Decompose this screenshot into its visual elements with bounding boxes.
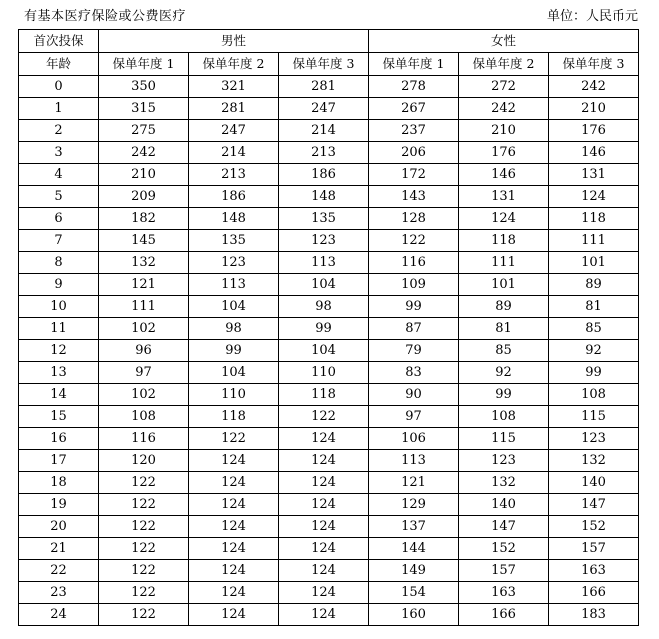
age-cell: 21 [19,538,99,560]
premium-cell: 278 [369,76,459,98]
premium-cell: 124 [549,186,639,208]
premium-cell: 122 [189,428,279,450]
premium-cell: 124 [279,472,369,494]
premium-cell: 124 [279,560,369,582]
table-caption [24,7,638,27]
premium-cell: 97 [99,362,189,384]
premium-cell: 214 [279,120,369,142]
premium-cell: 137 [369,516,459,538]
table-row [19,120,639,142]
age-cell: 18 [19,472,99,494]
table-row [19,472,639,494]
premium-cell: 99 [459,384,549,406]
premium-cell: 152 [549,516,639,538]
premium-cell: 135 [279,208,369,230]
premium-cell: 90 [369,384,459,406]
premium-cell: 122 [99,560,189,582]
age-cell: 0 [19,76,99,98]
premium-cell: 122 [279,406,369,428]
premium-cell: 160 [369,604,459,626]
premium-cell: 135 [189,230,279,252]
premium-cell: 157 [549,538,639,560]
age-cell: 15 [19,406,99,428]
premium-cell: 92 [549,340,639,362]
premium-rate-table [18,29,639,626]
premium-cell: 147 [459,516,549,538]
premium-cell: 118 [459,230,549,252]
premium-cell: 186 [279,164,369,186]
age-cell: 5 [19,186,99,208]
policy-year-header: 保单年度 1 [99,53,189,76]
premium-cell: 242 [459,98,549,120]
age-cell: 14 [19,384,99,406]
table-row [19,186,639,208]
header-row-genders [19,30,639,53]
premium-cell: 124 [459,208,549,230]
age-cell: 4 [19,164,99,186]
premium-cell: 154 [369,582,459,604]
premium-cell: 120 [99,450,189,472]
age-header-line2: 年龄 [19,53,99,76]
premium-cell: 242 [99,142,189,164]
premium-cell: 132 [549,450,639,472]
table-row [19,582,639,604]
premium-cell: 81 [459,318,549,340]
age-cell: 9 [19,274,99,296]
premium-cell: 350 [99,76,189,98]
premium-cell: 321 [189,76,279,98]
premium-cell: 106 [369,428,459,450]
premium-cell: 111 [99,296,189,318]
premium-cell: 132 [459,472,549,494]
age-cell: 10 [19,296,99,318]
premium-cell: 124 [279,582,369,604]
premium-cell: 81 [549,296,639,318]
premium-cell: 102 [99,384,189,406]
premium-cell: 147 [549,494,639,516]
premium-cell: 247 [279,98,369,120]
premium-cell: 110 [189,384,279,406]
table-row [19,208,639,230]
table-row [19,164,639,186]
premium-cell: 96 [99,340,189,362]
premium-cell: 157 [459,560,549,582]
premium-cell: 124 [279,494,369,516]
premium-cell: 123 [279,230,369,252]
premium-cell: 104 [279,340,369,362]
premium-cell: 132 [99,252,189,274]
premium-cell: 99 [549,362,639,384]
table-row [19,516,639,538]
premium-cell: 131 [549,164,639,186]
premium-cell: 113 [279,252,369,274]
age-cell: 1 [19,98,99,120]
premium-cell: 97 [369,406,459,428]
premium-cell: 146 [459,164,549,186]
premium-cell: 104 [279,274,369,296]
premium-cell: 124 [189,516,279,538]
table-row [19,362,639,384]
table-row [19,274,639,296]
premium-cell: 83 [369,362,459,384]
rate-table-body [19,76,639,626]
premium-cell: 85 [459,340,549,362]
age-cell: 19 [19,494,99,516]
premium-cell: 172 [369,164,459,186]
age-cell: 11 [19,318,99,340]
policy-year-header: 保单年度 2 [189,53,279,76]
policy-year-header: 保单年度 3 [279,53,369,76]
premium-cell: 124 [189,582,279,604]
premium-cell: 124 [189,560,279,582]
premium-cell: 275 [99,120,189,142]
premium-cell: 163 [549,560,639,582]
age-cell: 2 [19,120,99,142]
table-row [19,384,639,406]
age-cell: 6 [19,208,99,230]
premium-cell: 124 [279,538,369,560]
age-cell: 8 [19,252,99,274]
premium-cell: 116 [369,252,459,274]
age-cell: 17 [19,450,99,472]
table-row [19,142,639,164]
premium-cell: 183 [549,604,639,626]
table-row [19,76,639,98]
age-cell: 20 [19,516,99,538]
premium-cell: 166 [459,604,549,626]
age-cell: 12 [19,340,99,362]
premium-cell: 237 [369,120,459,142]
premium-cell: 104 [189,362,279,384]
premium-cell: 108 [459,406,549,428]
age-cell: 24 [19,604,99,626]
premium-cell: 124 [279,516,369,538]
table-row [19,98,639,120]
premium-cell: 131 [459,186,549,208]
premium-cell: 122 [99,582,189,604]
premium-cell: 101 [549,252,639,274]
premium-cell: 122 [99,538,189,560]
table-row [19,296,639,318]
premium-cell: 98 [279,296,369,318]
premium-cell: 113 [369,450,459,472]
table-row [19,604,639,626]
table-row [19,406,639,428]
premium-cell: 115 [459,428,549,450]
premium-cell: 108 [549,384,639,406]
premium-cell: 98 [189,318,279,340]
premium-cell: 111 [459,252,549,274]
premium-cell: 210 [549,98,639,120]
premium-cell: 79 [369,340,459,362]
premium-cell: 176 [549,120,639,142]
premium-cell: 281 [279,76,369,98]
premium-cell: 122 [99,494,189,516]
premium-cell: 116 [99,428,189,450]
premium-cell: 104 [189,296,279,318]
premium-cell: 214 [189,142,279,164]
premium-cell: 118 [549,208,639,230]
coverage-type-label: 有基本医疗保险或公费医疗 [24,9,187,24]
age-cell: 3 [19,142,99,164]
premium-cell: 213 [189,164,279,186]
premium-cell: 247 [189,120,279,142]
table-row [19,318,639,340]
age-cell: 23 [19,582,99,604]
premium-cell: 113 [189,274,279,296]
premium-cell: 128 [369,208,459,230]
premium-cell: 89 [549,274,639,296]
premium-cell: 122 [99,604,189,626]
premium-cell: 92 [459,362,549,384]
premium-cell: 206 [369,142,459,164]
premium-cell: 148 [279,186,369,208]
premium-cell: 166 [549,582,639,604]
premium-cell: 123 [549,428,639,450]
table-row [19,252,639,274]
premium-cell: 122 [369,230,459,252]
age-header-line1: 首次投保 [19,30,99,53]
premium-cell: 144 [369,538,459,560]
premium-cell: 281 [189,98,279,120]
premium-cell: 152 [459,538,549,560]
premium-cell: 145 [99,230,189,252]
premium-cell: 148 [189,208,279,230]
premium-cell: 124 [189,538,279,560]
premium-cell: 108 [99,406,189,428]
premium-cell: 272 [459,76,549,98]
premium-cell: 315 [99,98,189,120]
premium-cell: 143 [369,186,459,208]
premium-cell: 118 [279,384,369,406]
age-cell: 22 [19,560,99,582]
premium-cell: 140 [549,472,639,494]
premium-cell: 99 [189,340,279,362]
premium-cell: 109 [369,274,459,296]
currency-unit-label: 单位：人民币元 [546,9,638,24]
premium-cell: 267 [369,98,459,120]
female-header: 女性 [369,30,639,53]
premium-cell: 210 [99,164,189,186]
premium-cell: 111 [549,230,639,252]
premium-cell: 102 [99,318,189,340]
policy-year-header: 保单年度 2 [459,53,549,76]
premium-cell: 124 [279,450,369,472]
age-cell: 13 [19,362,99,384]
premium-cell: 99 [369,296,459,318]
premium-cell: 122 [99,516,189,538]
premium-cell: 146 [549,142,639,164]
table-row [19,428,639,450]
premium-cell: 210 [459,120,549,142]
premium-cell: 124 [189,450,279,472]
premium-cell: 176 [459,142,549,164]
premium-cell: 123 [189,252,279,274]
premium-cell: 85 [549,318,639,340]
premium-cell: 124 [189,494,279,516]
table-row [19,560,639,582]
premium-cell: 124 [189,472,279,494]
premium-cell: 124 [279,604,369,626]
premium-cell: 122 [99,472,189,494]
premium-cell: 163 [459,582,549,604]
policy-year-header: 保单年度 3 [549,53,639,76]
premium-cell: 115 [549,406,639,428]
premium-cell: 149 [369,560,459,582]
premium-cell: 87 [369,318,459,340]
premium-cell: 121 [369,472,459,494]
premium-cell: 242 [549,76,639,98]
table-row [19,450,639,472]
header-row-years [19,53,639,76]
premium-cell: 110 [279,362,369,384]
premium-cell: 186 [189,186,279,208]
premium-cell: 89 [459,296,549,318]
premium-cell: 213 [279,142,369,164]
policy-year-header: 保单年度 1 [369,53,459,76]
premium-cell: 124 [189,604,279,626]
table-row [19,538,639,560]
age-cell: 16 [19,428,99,450]
age-cell: 7 [19,230,99,252]
premium-cell: 182 [99,208,189,230]
premium-cell: 140 [459,494,549,516]
table-row [19,230,639,252]
premium-cell: 209 [99,186,189,208]
premium-cell: 118 [189,406,279,428]
premium-cell: 124 [279,428,369,450]
premium-cell: 101 [459,274,549,296]
male-header: 男性 [99,30,369,53]
premium-cell: 99 [279,318,369,340]
table-row [19,494,639,516]
premium-cell: 123 [459,450,549,472]
premium-cell: 121 [99,274,189,296]
table-row [19,340,639,362]
premium-cell: 129 [369,494,459,516]
